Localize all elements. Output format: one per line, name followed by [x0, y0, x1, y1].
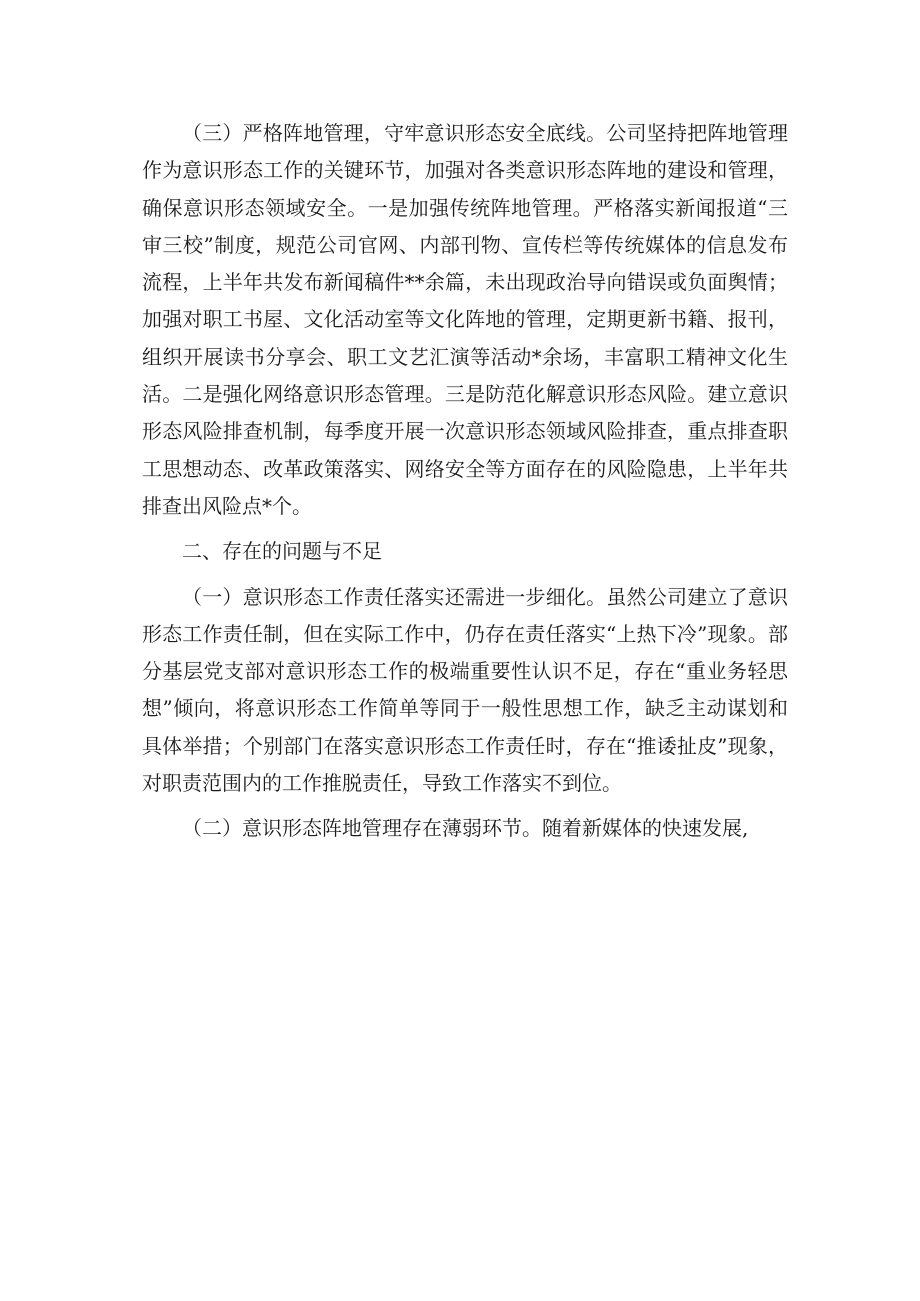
paragraph-position-weakness: （二）意识形态阵地管理存在薄弱环节。随着新媒体的快速发展,	[182, 816, 749, 841]
section-heading-problems: 二、存在的问题与不足	[182, 539, 382, 564]
paragraph-position-management: （三）严格阵地管理，守牢意识形态安全底线。公司坚持把阵地管理作为意识形态工作的关键环节，加强对各类意识形态阵地的建设和管理，确保意识形态领域安全。一是加强传统阵地管理。严格落实新闻报道“三审三校”制度，规范公司官网、内部刊物、宣传栏等传统媒体的信息发布流程，上半年共发布新闻稿件**余篇，未出现政治导向错误或负面舆情；加强对职工书屋、文化活动室等文化阵地的管理，定期更新书籍、报刊，组织开展读书分享会、职工文艺汇演等活动*余场，丰富职工精神文化生活。二是强化网络意识形态管理。三是防范化解意识形态风险。建立意识形态风险排查机制，每季度开展一次意识形态领域风险排查，重点排查职工思想动态、改革政策落实、网络安全等方面存在的风险隐患，上半年共排查出风险点*个。	[142, 121, 788, 518]
paragraph-responsibility: （一）意识形态工作责任落实还需进一步细化。虽然公司建立了意识形态工作责任制，但在实际工作中，仍存在责任落实“上热下冷”现象。部分基层党支部对意识形态工作的极端重要性认识不足，存在“重业务轻思想”倾向，将意识形态工作简单等同于一般性思想工作，缺乏主动谋划和具体举措；个别部门在落实意识形态工作责任时，存在“推诿扯皮”现象，对职责范围内的工作推脱责任，导致工作落实不到位。	[142, 584, 788, 796]
document-body	[142, 115, 788, 848]
